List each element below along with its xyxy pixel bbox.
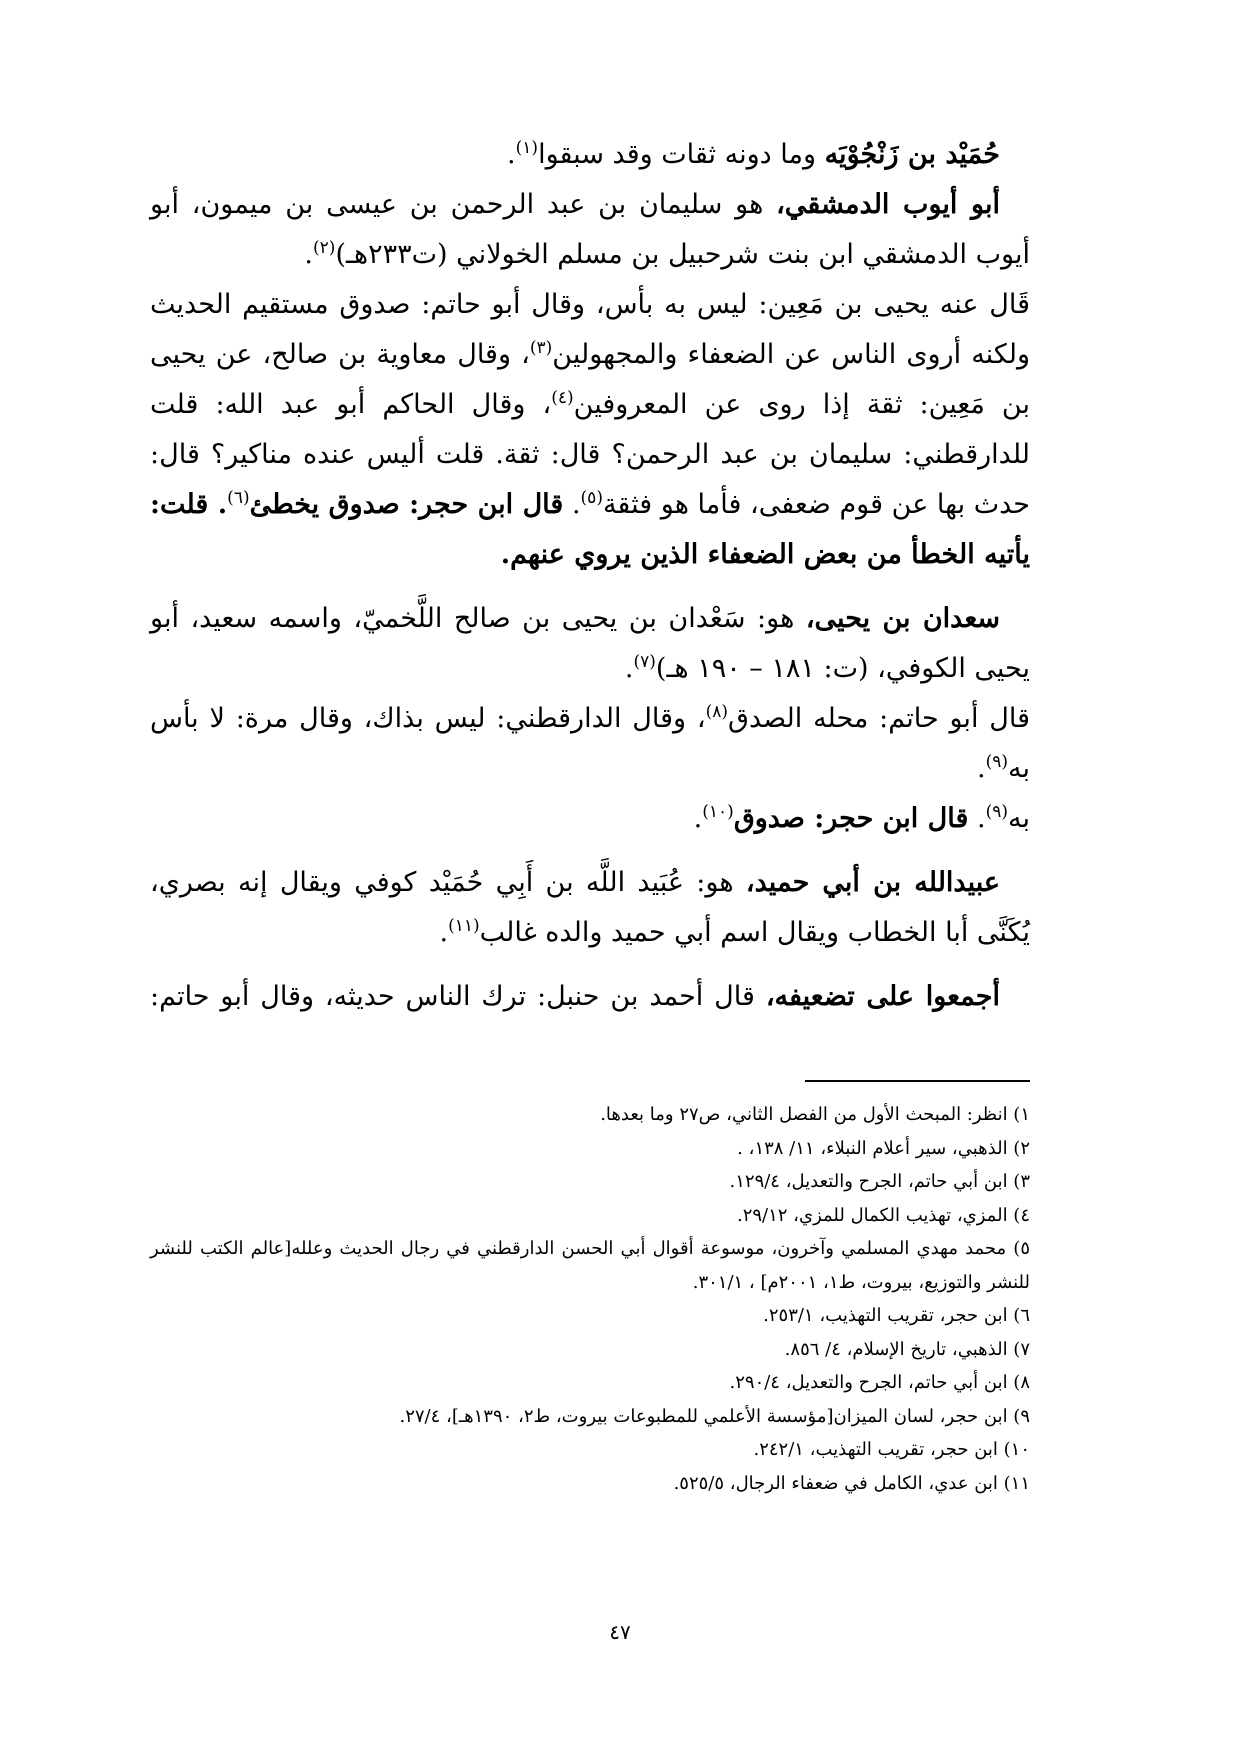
- narrator-name: حُمَيْد بن زَنْجُوْيَه: [824, 139, 1000, 170]
- footnote-10: ١٠) ابن حجر، تقريب التهذيب، ٢٤٢/١.: [753, 1439, 1030, 1460]
- paragraph-5: [150, 694, 1030, 844]
- paragraph-1: [150, 130, 1030, 180]
- paragraph-6: [150, 858, 1030, 958]
- footnote-4: ٤) المزي، تهذيب الكمال للمزي، ٢٩/١٢.: [736, 1204, 1030, 1226]
- text: به: [1008, 803, 1030, 834]
- paragraph-3: [150, 280, 1030, 580]
- text: قال أحمد بن حنبل: ترك الناس حديثه، وقال أبو حاتم:: [150, 981, 766, 1012]
- text: .: [968, 803, 986, 834]
- footnote-ref: (١٠): [702, 802, 734, 822]
- text: هو: عُبَيد اللَّه بن أَبِي حُمَيْد كوفي ويقال إنه بصري، يُكَنَّى أبا الخطاب ويقال اسم أبي حميد والده غالب: [150, 867, 1030, 948]
- text: ، وقال معاوية بن صالح، عن يحيى بن مَعِين: ثقة إذا روى عن المعروفين: [150, 339, 1030, 420]
- author-comment: . قلت: يأتيه الخطأ من بعض الضعفاء الذين يروي عنهم.: [150, 489, 1030, 570]
- footnote-ref: (٣): [529, 338, 553, 358]
- main-text: [150, 130, 1030, 1022]
- text: .: [304, 239, 314, 270]
- narrator-name: عبيدالله بن أبي حميد،: [745, 867, 1000, 898]
- verdict-text: قال ابن حجر: صدوق يخطئ: [249, 489, 564, 520]
- footnote-11: ١١) ابن عدي، الكامل في ضعفاء الرجال، ٥٢٥/٥.: [673, 1472, 1030, 1494]
- text: ، وقال الدارقطني: ليس بذاك، وقال مرة: لا بأس به: [150, 703, 1030, 784]
- footnote-ref: (٥): [580, 488, 603, 508]
- text: هو: سَعْدان بن يحيى بن صالح اللَّخميّ، واسمه سعيد، أبو يحيى الكوفي، (ت: ١٨١ – ١٩٠ هـ): [150, 603, 1030, 684]
- footnote-5: ٥) محمد مهدي المسلمي وآخرون، موسوعة أقوال أبي الحسن الدارقطني في رجال الحديث وعلله[عالم الكتب للنشر للنشر والتوزيع، بيروت، ط١، ٢٠٠١م] ، ٣٠١/١.: [150, 1238, 1030, 1293]
- footnote-ref: (٦): [227, 488, 250, 508]
- footnote-ref: (٤): [551, 388, 574, 408]
- footnote-ref: (٩): [985, 802, 1008, 822]
- text: .: [507, 139, 516, 170]
- footnote-ref: (١): [515, 138, 539, 158]
- verdict-text: أجمعوا على تضعيفه،: [765, 981, 1000, 1012]
- footnote-ref: (٧): [633, 652, 656, 672]
- footnote-7: ٧) الذهبي، تاريخ الإسلام، ٤/ ٨٥٦.: [784, 1338, 1030, 1360]
- footnote-ref: (٨): [705, 702, 729, 722]
- footnote-8: ٨) ابن أبي حاتم، الجرح والتعديل، ٢٩٠/٤.: [729, 1372, 1030, 1393]
- footnote-ref: (١١): [448, 916, 480, 936]
- text: قال أبو حاتم: محله الصدق: [728, 703, 1030, 734]
- footnote-6: ٦) ابن حجر، تقريب التهذيب، ٢٥٣/١.: [763, 1305, 1030, 1326]
- paragraph-2: [150, 180, 1030, 280]
- footnote-3: ٣) ابن أبي حاتم، الجرح والتعديل، ١٢٩/٤.: [729, 1171, 1030, 1192]
- text: .: [976, 753, 986, 784]
- text: هو سليمان بن عبد الرحمن بن عيسى بن ميمون، أبو أيوب الدمشقي ابن بنت شرحبيل بن مسلم الخولاني (ت٢٣٣هـ): [150, 189, 1030, 270]
- narrator-name: أبو أيوب الدمشقي،: [776, 189, 1000, 220]
- narrator-name: سعدان بن يحيى،: [805, 603, 1000, 634]
- text: قَال عنه يحيى بن مَعِين: ليس به بأس، وقال أبو حاتم: صدوق مستقيم الحديث ولكنه أروى الناس عن الضعفاء والمجهولين: [150, 289, 1030, 370]
- footnote-2: ٢) الذهبي، سير أعلام النبلاء، ١١/ ١٣٨، .: [737, 1137, 1030, 1159]
- page-number: ٤٧: [609, 1620, 631, 1644]
- footnote-9: ٩) ابن حجر، لسان الميزان[مؤسسة الأعلمي للمطبوعات بيروت، ط٢، ١٣٩٠هـ]، ٢٧/٤.: [399, 1405, 1030, 1427]
- paragraph-4: [150, 594, 1030, 694]
- paragraph-7: [150, 972, 1030, 1022]
- footnote-ref: (٩): [985, 752, 1008, 772]
- footnotes: [150, 1098, 1030, 1500]
- footnote-ref: (٢): [313, 238, 336, 258]
- text: وما دونه ثقات وقد سبقوا: [538, 139, 825, 170]
- footnote-separator: [805, 1080, 1030, 1082]
- text: .: [693, 803, 703, 834]
- verdict-text: قال ابن حجر: صدوق: [733, 803, 969, 834]
- text: .: [624, 653, 634, 684]
- text: ، وقال الحاكم أبو عبد الله: قلت للدارقطني: سليمان بن عبد الرحمن؟ قال: ثقة. قلت أليس عنده مناكير؟ قال: حدث بها عن قوم ضعفى، فأما هو فثقة: [150, 389, 1031, 520]
- text: .: [439, 917, 449, 948]
- footnote-1: ١) انظر: المبحث الأول من الفصل الثاني، ص٢٧ وما بعدها.: [600, 1104, 1030, 1125]
- text: .: [563, 489, 581, 520]
